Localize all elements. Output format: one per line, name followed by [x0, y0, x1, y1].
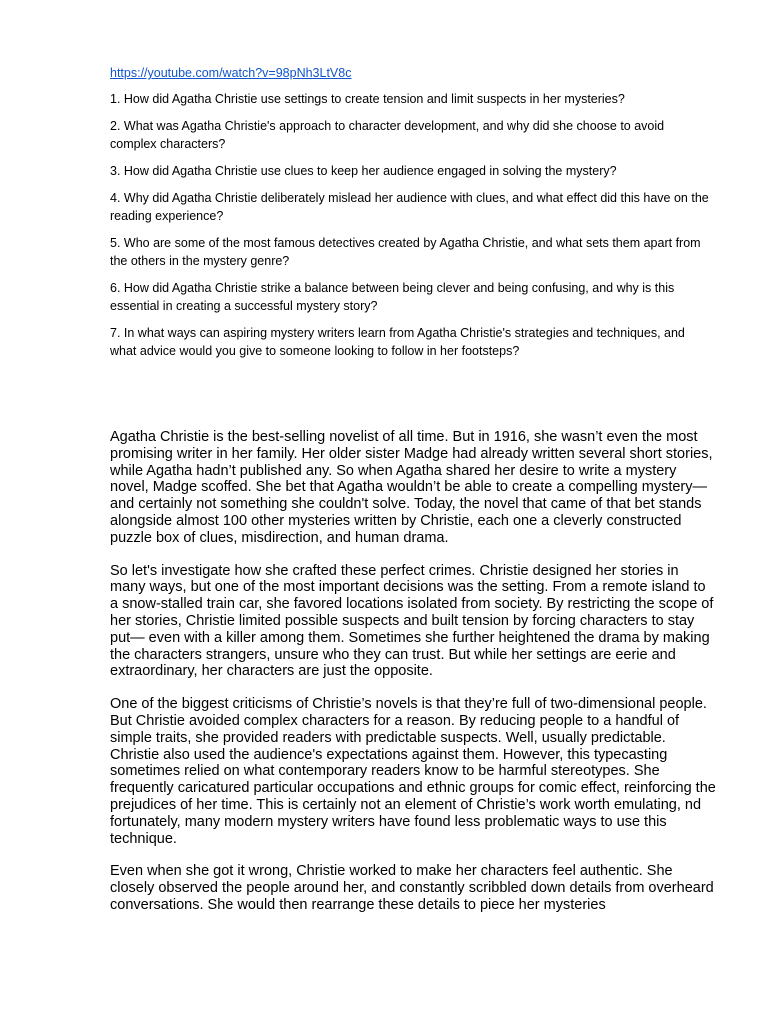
- question-item: 7. In what ways can aspiring mystery writers learn from Agatha Christie's strategies and techniques, and what advice would you give to someone looking to follow in her footsteps?: [110, 326, 685, 358]
- question-list: [110, 90, 716, 360]
- questions-section: [110, 64, 716, 369]
- question-item: 3. How did Agatha Christie use clues to keep her audience engaged in solving the mystery?: [110, 164, 617, 178]
- youtube-link[interactable]: https://youtube.com/watch?v=98pNh3LtV8c: [110, 66, 352, 80]
- essay-paragraph: So let's investigate how she crafted these perfect crimes. Christie designed her stories in many ways, but one of the most important decisions was the setting. From a remote island to a snow-stalled train car, she favored locations isolated from society. By restricting the scope of her stories, Christie limited possible suspects and built tension by forcing characters to stay put— even with a killer among them. Sometimes she further heightened the drama by making the characters strangers, unsure who they can trust. But while her settings are eerie and extraordinary, her characters are just the opposite.: [110, 562, 714, 680]
- essay-body: [110, 429, 716, 930]
- essay-paragraph: One of the biggest criticisms of Christie’s novels is that they’re full of two-dimensional people. But Christie avoided complex characters for a reason. By reducing people to a handful of simple traits, she provided readers with predictable suspects. Well, usually predictable. Christie also used the audience's expectations against them. However, this typecasting sometimes relied on what contemporary readers know to be harmful stereotypes. She frequently caricatured particular occupations and ethnic groups for comic effect, reinforcing the prejudices of her time. This is certainly not an element of Christie’s work worth emulating, nd fortunately, many modern mystery writers have found less problematic ways to use this technique.: [110, 696, 716, 847]
- essay-paragraph: Even when she got it wrong, Christie worked to make her characters feel authentic. She closely observed the people around her, and constantly scribbled down details from overheard conversations. She would then rearrange these details to piece her mysteries: [110, 863, 714, 913]
- question-item: 6. How did Agatha Christie strike a balance between being clever and being confusing, and why is this essential in creating a successful mystery story?: [110, 281, 675, 313]
- essay-paragraph: Agatha Christie is the best-selling novelist of all time. But in 1916, she wasn’t even the most promising writer in her family. Her older sister Madge had already written several short stories, while Agatha hadn’t published any. So when Agatha shared her desire to write a mystery novel, Madge scoffed. She bet that Agatha wouldn’t be able to create a compelling mystery— and certainly not something she couldn't solve. Today, the novel that came of that bet stands alongside almost 100 other mysteries written by Christie, each one a cleverly constructed puzzle box of clues, misdirection, and human drama.: [110, 429, 713, 546]
- question-item: 2. What was Agatha Christie's approach to character development, and why did she choose to avoid complex characters?: [110, 119, 665, 151]
- question-item: 5. Who are some of the most famous detectives created by Agatha Christie, and what sets them apart from the others in the mystery genre?: [110, 236, 701, 268]
- question-item: 4. Why did Agatha Christie deliberately mislead her audience with clues, and what effect did this have on the reading experience?: [110, 191, 709, 223]
- question-item: 1. How did Agatha Christie use settings to create tension and limit suspects in her mysteries?: [110, 92, 625, 106]
